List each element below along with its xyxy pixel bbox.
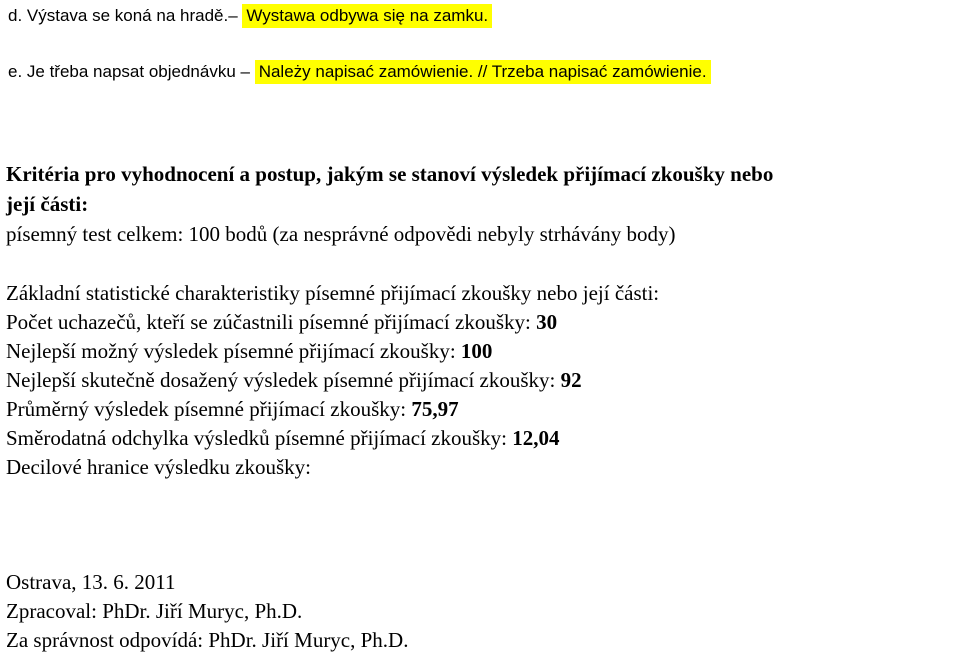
translation-line-d (8, 6, 492, 26)
stats-value: 12,04 (512, 426, 560, 450)
stats-label: Decilové hranice výsledku zkoušky: (6, 455, 311, 479)
stats-heading: Základní statistické charakteristiky písemné přijímací zkoušky nebo její části: (6, 281, 660, 305)
stats-label: Počet uchazečů, kteří se zúčastnili písemné přijímací zkoušky: (6, 310, 537, 334)
criteria-text: písemný test celkem: 100 bodů (za nesprávné odpovědi nebyly strhávány body) (6, 222, 676, 246)
stats-value: 92 (560, 368, 582, 392)
stats-item (6, 368, 582, 392)
stats-item (6, 397, 459, 421)
stats-value: 30 (536, 310, 558, 334)
translation-prefix: d. Výstava se koná na hradě.– (8, 6, 238, 25)
stats-item (6, 455, 311, 479)
translation-line-e (8, 62, 711, 82)
criteria-heading-line1: Kritéria pro vyhodnocení a postup, jakým se stanoví výsledek přijímací zkoušky nebo (6, 162, 774, 186)
stats-item (6, 310, 557, 334)
translation-highlight: Wystawa odbywa się na zamku. (242, 4, 492, 28)
stats-value: 75,97 (411, 397, 459, 421)
translation-highlight: Należy napisać zamówienie. // Trzeba napisać zamówienie. (255, 60, 711, 84)
stats-item (6, 339, 492, 363)
translation-prefix: e. Je třeba napsat objednávku – (8, 62, 250, 81)
prepared-by: Zpracoval: PhDr. Jiří Muryc, Ph.D. (6, 599, 303, 623)
stats-label: Nejlepší možný výsledek písemné přijímací zkoušky: (6, 339, 461, 363)
stats-label: Směrodatná odchylka výsledků písemné přijímací zkoušky: (6, 426, 513, 450)
stats-label: Nejlepší skutečně dosažený výsledek písemné přijímací zkoušky: (6, 368, 561, 392)
stats-item (6, 426, 559, 450)
place-date: Ostrava, 13. 6. 2011 (6, 570, 176, 594)
stats-label: Průměrný výsledek písemné přijímací zkoušky: (6, 397, 412, 421)
responsible-person: Za správnost odpovídá: PhDr. Jiří Muryc, Ph.D. (6, 628, 409, 652)
criteria-heading-line2: její části: (6, 192, 89, 216)
stats-value: 100 (460, 339, 493, 363)
